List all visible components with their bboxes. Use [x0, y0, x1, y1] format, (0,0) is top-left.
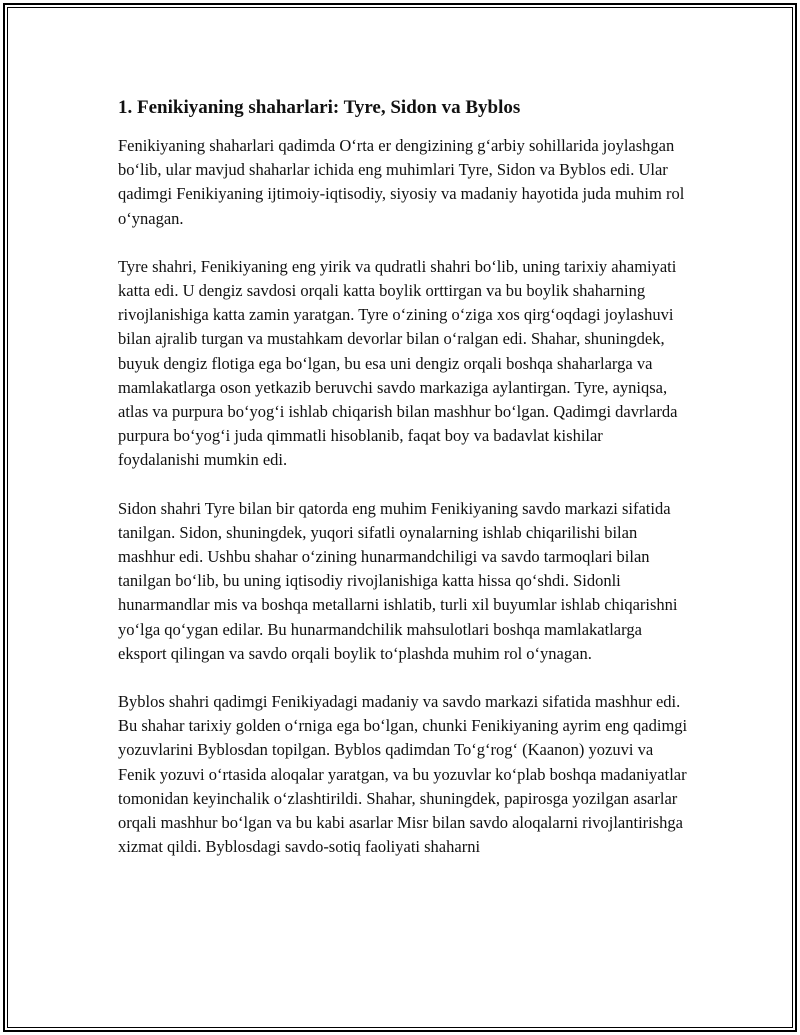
paragraph-intro: Fenikiyaning shaharlari qadimda O‘rta er dengizining g‘arbiy sohillarida joylashgan bo‘lib, ular mavjud shaharlar ichida eng muhimlari Tyre, Sidon va Byblos edi. Ular qadimgi Fenikiyaning ijtimoiy-iqtisodiy, siyosiy va madaniy hayotida juda muhim rol o‘ynagan.: [118, 136, 685, 228]
document-body: [118, 96, 688, 883]
paragraph-byblos: Byblos shahri qadimgi Fenikiyadagi madaniy va savdo markazi sifatida mashhur edi. Bu shahar tarixiy golden o‘rniga ega bo‘lgan, chunki Fenikiyaning ayrim eng qadimgi yozuvlarini Byblosdan topilgan. Byblos qadimdan To‘g‘rog‘ (Kaanon) yozuvi va Fenik yozuvi o‘rtasida aloqalar yaratgan, va bu yozuvlar ko‘plab boshqa madaniyatlar tomonidan keyinchalik o‘zlashtirildi. Shahar, shuningdek, papirosga yozilgan asarlar orqali mashhur bo‘lgan va bu kabi asarlar Misr bilan savdo aloqalarni rivojlantirishga xizmat qildi. Byblosdagi savdo-sotiq faoliyati shaharni: [118, 692, 688, 857]
paragraph-tyre: Tyre shahri, Fenikiyaning eng yirik va qudratli shahri bo‘lib, uning tarixiy ahamiyati katta edi. U dengiz savdosi orqali katta boylik orttirgan va bu boylik shaharning rivojlanishiga katta zamin yaratgan. Tyre o‘zining o‘ziga xos qirg‘oqdagi joylashuvi bilan ajralib turgan va mustahkam devorlar bilan o‘ralgan edi. Shahar, shuningdek, buyuk dengiz flotiga ega bo‘lgan, bu esa uni dengiz orqali boshqa shaharlarga va mamlakatlarga oson yetkazib beruvchi savdo markaziga aylantirgan. Tyre, ayniqsa, atlas va purpura bo‘yog‘i ishlab chiqarish bilan mashhur bo‘lgan. Qadimgi davrlarda purpura bo‘yog‘i juda qimmatli hisoblanib, faqat boy va badavlat kishilar foydalanishi mumkin edi.: [118, 256, 678, 470]
paragraph-sidon: Sidon shahri Tyre bilan bir qatorda eng muhim Fenikiyaning savdo markazi sifatida tanilgan. Sidon, shuningdek, yuqori sifatli oynalarning ishlab chiqarilishi bilan mashhur edi. Ushbu shahar o‘zining hunarmandchiligi va savdo tarmoqlari bilan tanilgan bo‘lib, bu uning iqtisodiy rivojlanishiga katta hissa qo‘shdi. Sidonli hunarmandlar mis va boshqa metallarni ishlatib, turli xil buyumlar ishlab chiqarishni yo‘lga qo‘ygan edilar. Bu hunarmandchilik mahsulotlari boshqa mamlakatlarga eksport qilingan va savdo orqali boylik to‘plashda muhim rol o‘ynagan.: [118, 498, 678, 663]
section-heading: 1. Fenikiyaning shaharlari: Tyre, Sidon va Byblos: [118, 97, 521, 118]
